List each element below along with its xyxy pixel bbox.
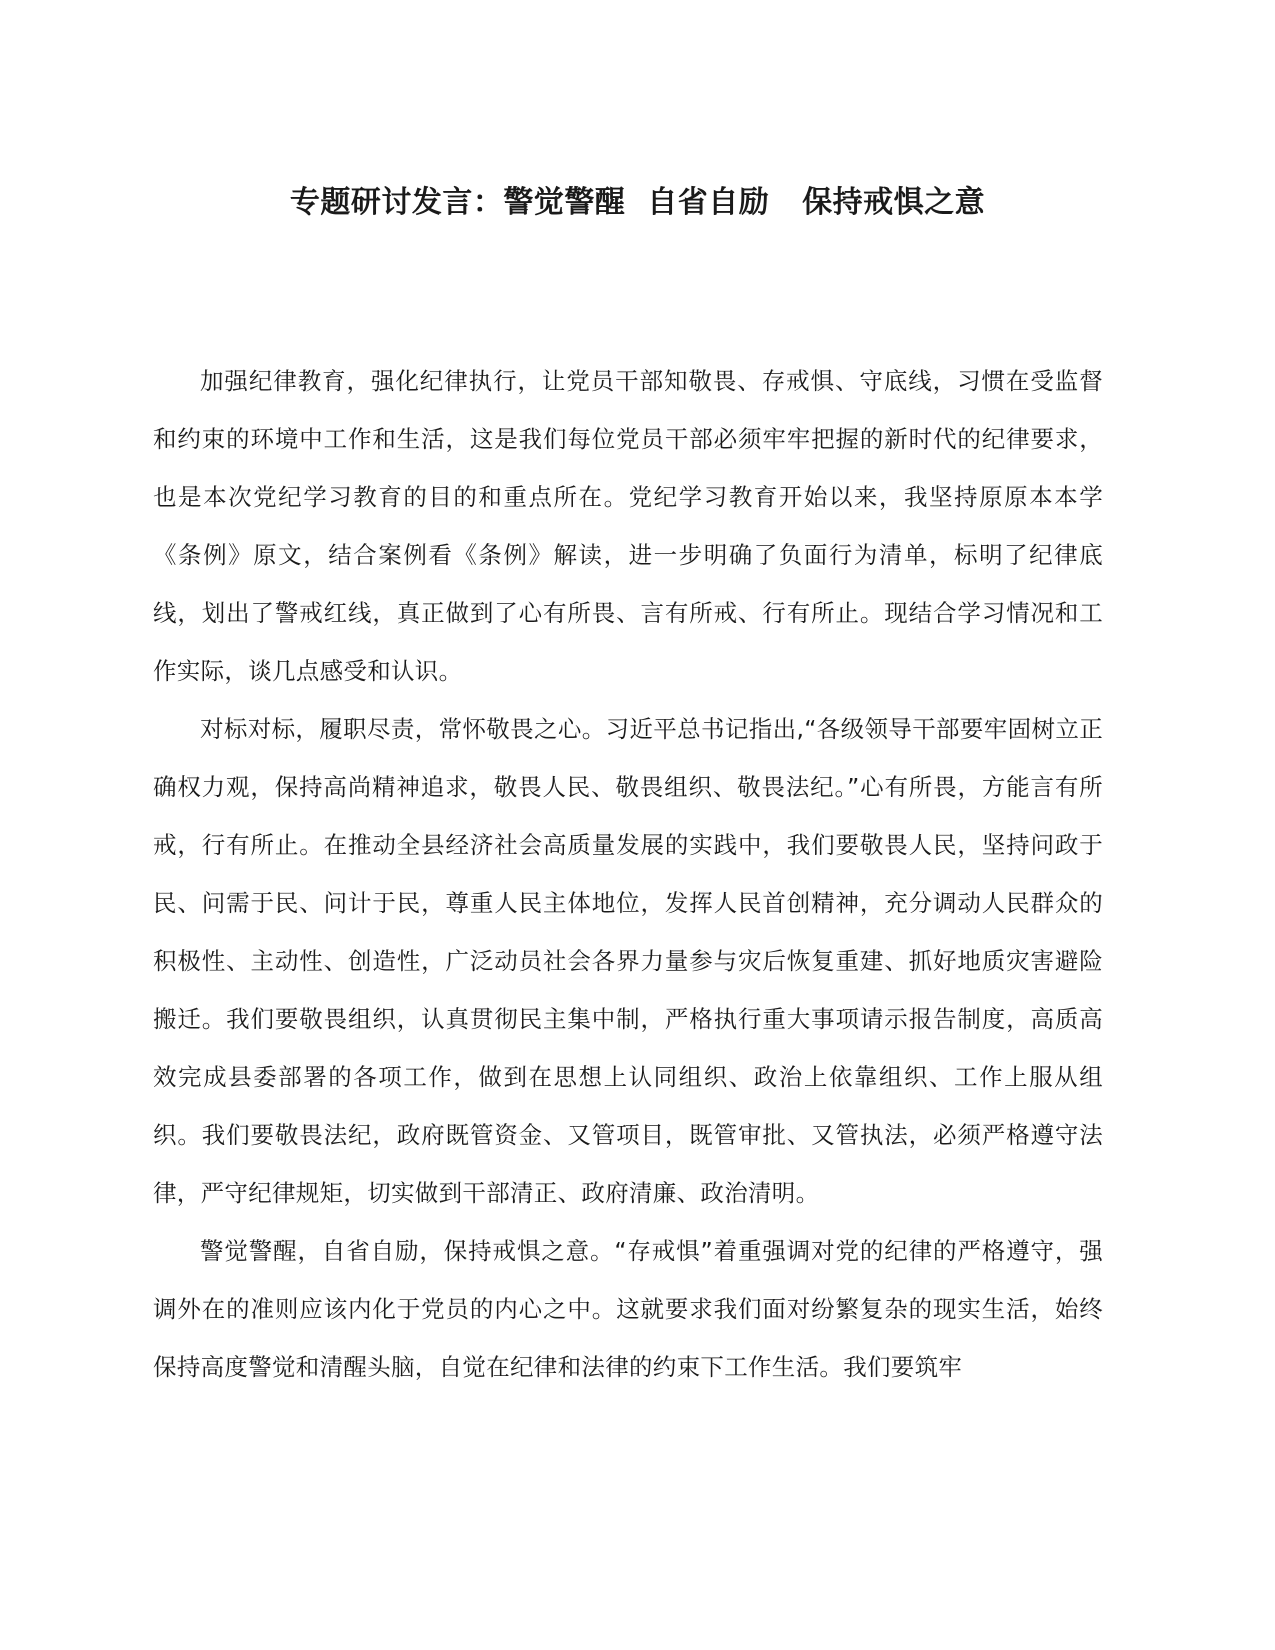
document-body	[153, 352, 1103, 1396]
paragraph-reverence: 对标对标，履职尽责，常怀敬畏之心。习近平总书记指出,“各级领导干部要牢固树立正确权力观，保持高尚精神追求，敬畏人民、敬畏组织、敬畏法纪。”心有所畏，方能言有所戒，行有所止。在推动全县经济社会高质量发展的实践中，我们要敬畏人民，坚持问政于民、问需于民、问计于民，尊重人民主体地位，发挥人民首创精神，充分调动人民群众的积极性、主动性、创造性，广泛动员社会各界力量参与灾后恢复重建、抓好地质灾害避险搬迁。我们要敬畏组织，认真贯彻民主集中制，严格执行重大事项请示报告制度，高质高效完成县委部署的各项工作，做到在思想上认同组织、政治上依靠组织、工作上服从组织。我们要敬畏法纪，政府既管资金、又管项目，既管审批、又管执法，必须严格遵守法律，严守纪律规矩，切实做到干部清正、政府清廉、政治清明。	[153, 715, 1103, 1207]
document-title: 专题研讨发言：警觉警醒 自省自励 保持戒惧之意	[289, 185, 986, 220]
paragraph-vigilance: 警觉警醒，自省自励，保持戒惧之意。“存戒惧”着重强调对党的纪律的严格遵守，强调外在的准则应该内化于党员的内心之中。这就要求我们面对纷繁复杂的现实生活，始终保持高度警觉和清醒头脑，自觉在纪律和法律的约束下工作生活。我们要筑牢	[153, 1237, 1103, 1381]
paragraph-intro: 加强纪律教育，强化纪律执行，让党员干部知敬畏、存戒惧、守底线，习惯在受监督和约束的环境中工作和生活，这是我们每位党员干部必须牢牢把握的新时代的纪律要求，也是本次党纪学习教育的目的和重点所在。党纪学习教育开始以来，我坚持原原本本学《条例》原文，结合案例看《条例》解读，进一步明确了负面行为清单，标明了纪律底线，划出了警戒红线，真正做到了心有所畏、言有所戒、行有所止。现结合学习情况和工作实际，谈几点感受和认识。	[153, 367, 1103, 685]
